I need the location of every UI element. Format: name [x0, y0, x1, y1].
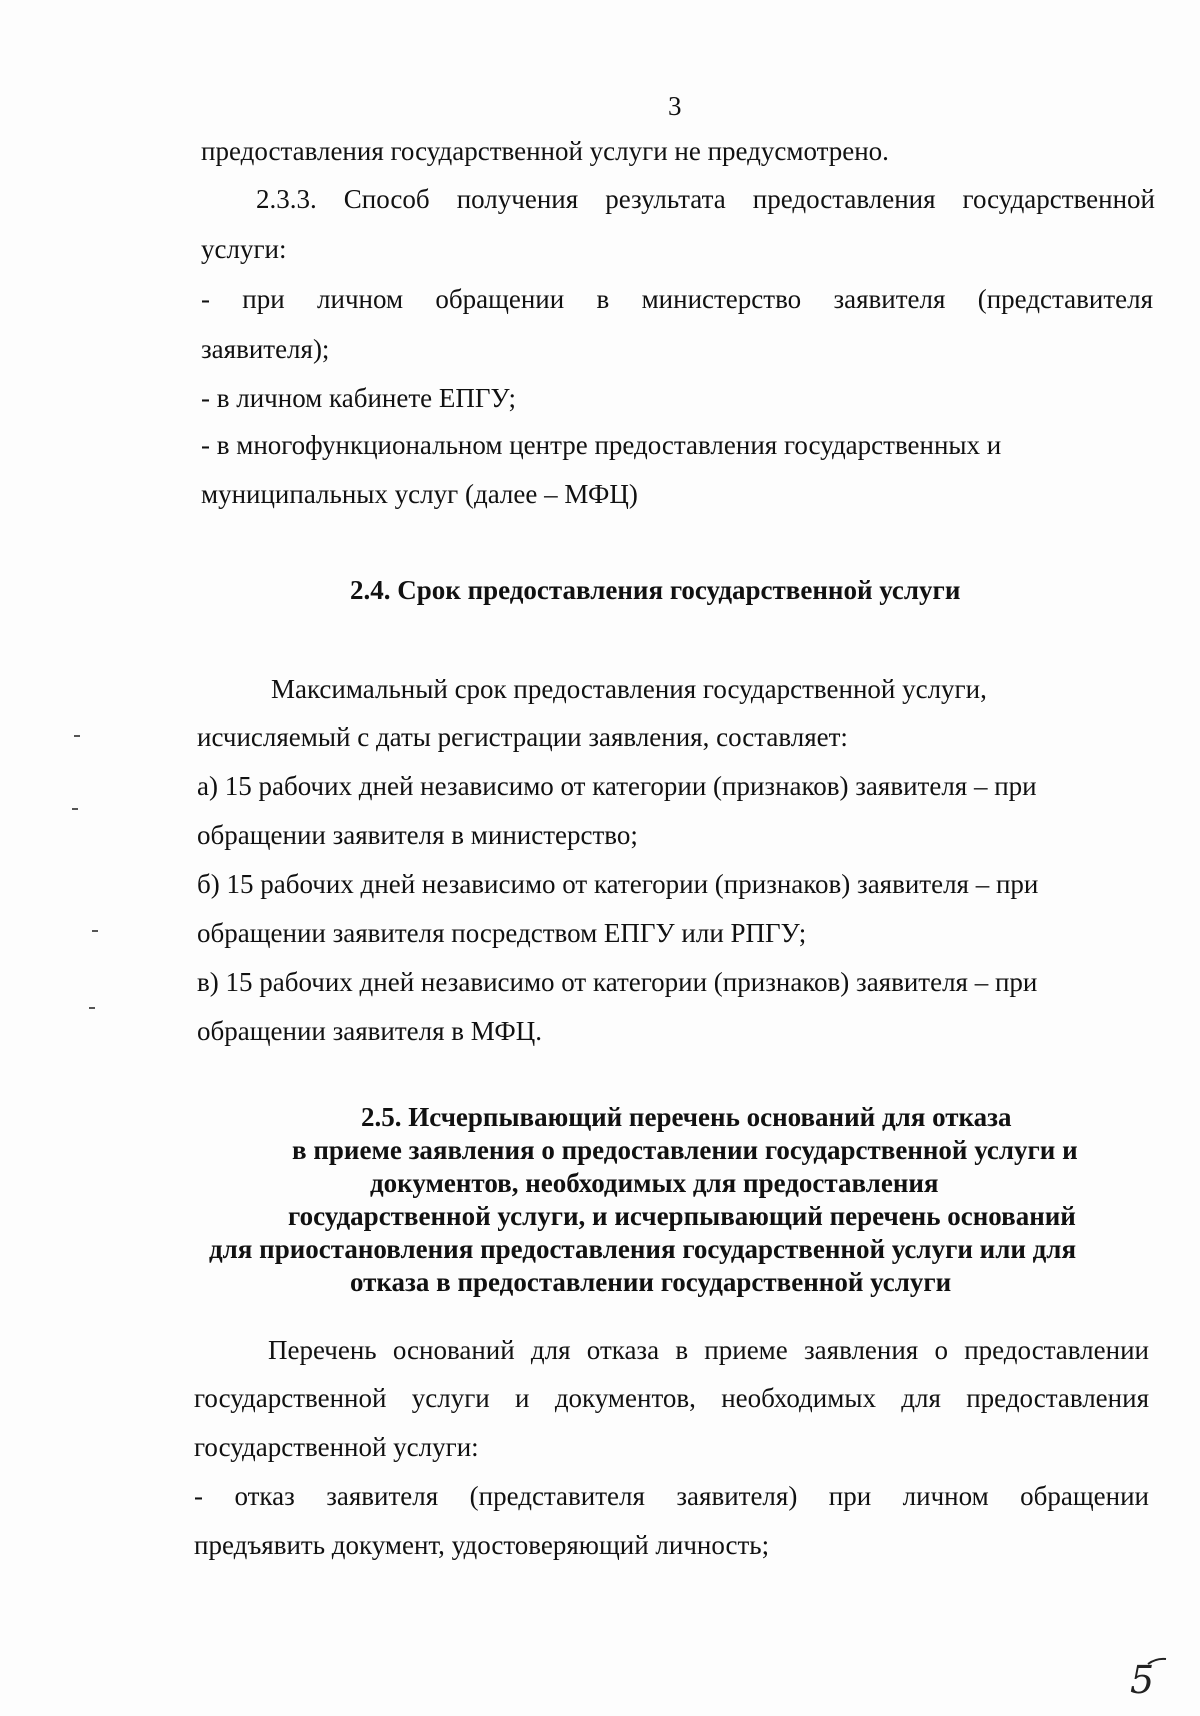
- list-item: - отказ заявителя (представителя заявителя) при личном обращении: [194, 1481, 1149, 1511]
- section-heading: документов, необходимых для предоставления: [370, 1168, 939, 1198]
- scan-mark: [72, 808, 78, 810]
- text-line: государственной услуги и документов, необходимых для предоставления: [194, 1383, 1149, 1413]
- text-line: предоставления государственной услуги не предусмотрено.: [201, 136, 889, 166]
- scan-mark: [89, 1007, 95, 1009]
- text-line: - в многофункциональном центре предоставления государственных и: [201, 430, 1002, 460]
- text-line: заявителя);: [201, 334, 330, 364]
- text-line: услуги:: [201, 234, 287, 264]
- list-item: б) 15 рабочих дней независимо от категории (признаков) заявителя – при: [197, 869, 1039, 899]
- scan-mark: [74, 735, 80, 737]
- scan-mark: [92, 930, 98, 932]
- section-heading: отказа в предоставлении государственной услуги: [350, 1267, 952, 1297]
- text-line: обращении заявителя в министерство;: [197, 820, 638, 850]
- list-item: а) 15 рабочих дней независимо от категории (признаков) заявителя – при: [197, 771, 1037, 801]
- text-line: исчисляемый с даты регистрации заявления, составляет:: [197, 722, 848, 752]
- text-line: муниципальных услуг (далее – МФЦ): [201, 479, 638, 509]
- text-line: - при личном обращении в министерство заявителя (представителя: [201, 284, 1153, 314]
- text-line: 2.3.3. Способ получения результата предоставления государственной: [256, 184, 1155, 214]
- handwritten-stroke: [1146, 1656, 1168, 1666]
- text-line: государственной услуги:: [194, 1432, 479, 1462]
- text-line: обращении заявителя посредством ЕПГУ или РПГУ;: [197, 918, 807, 948]
- text-line: Максимальный срок предоставления государственной услуги,: [271, 674, 987, 704]
- page-number: 3: [668, 91, 682, 121]
- text-line: обращении заявителя в МФЦ.: [197, 1016, 543, 1046]
- section-heading: государственной услуги, и исчерпывающий перечень оснований: [288, 1201, 1076, 1231]
- handwritten-mark: [1130, 1658, 1154, 1702]
- section-heading: в приеме заявления о предоставлении государственной услуги и: [292, 1135, 1078, 1165]
- text-line: - в личном кабинете ЕПГУ;: [201, 383, 517, 413]
- text-line: Перечень оснований для отказа в приеме заявления о предоставлении: [268, 1335, 1149, 1365]
- section-heading: 2.5. Исчерпывающий перечень оснований для отказа: [361, 1102, 1012, 1132]
- list-item: в) 15 рабочих дней независимо от категории (признаков) заявителя – при: [197, 967, 1038, 997]
- section-heading: 2.4. Срок предоставления государственной услуги: [350, 575, 961, 605]
- handwritten-mark-text: 5: [1130, 1658, 1155, 1702]
- text-line: предъявить документ, удостоверяющий личность;: [194, 1530, 770, 1560]
- section-heading: для приостановления предоставления государственной услуги или для: [209, 1234, 1077, 1264]
